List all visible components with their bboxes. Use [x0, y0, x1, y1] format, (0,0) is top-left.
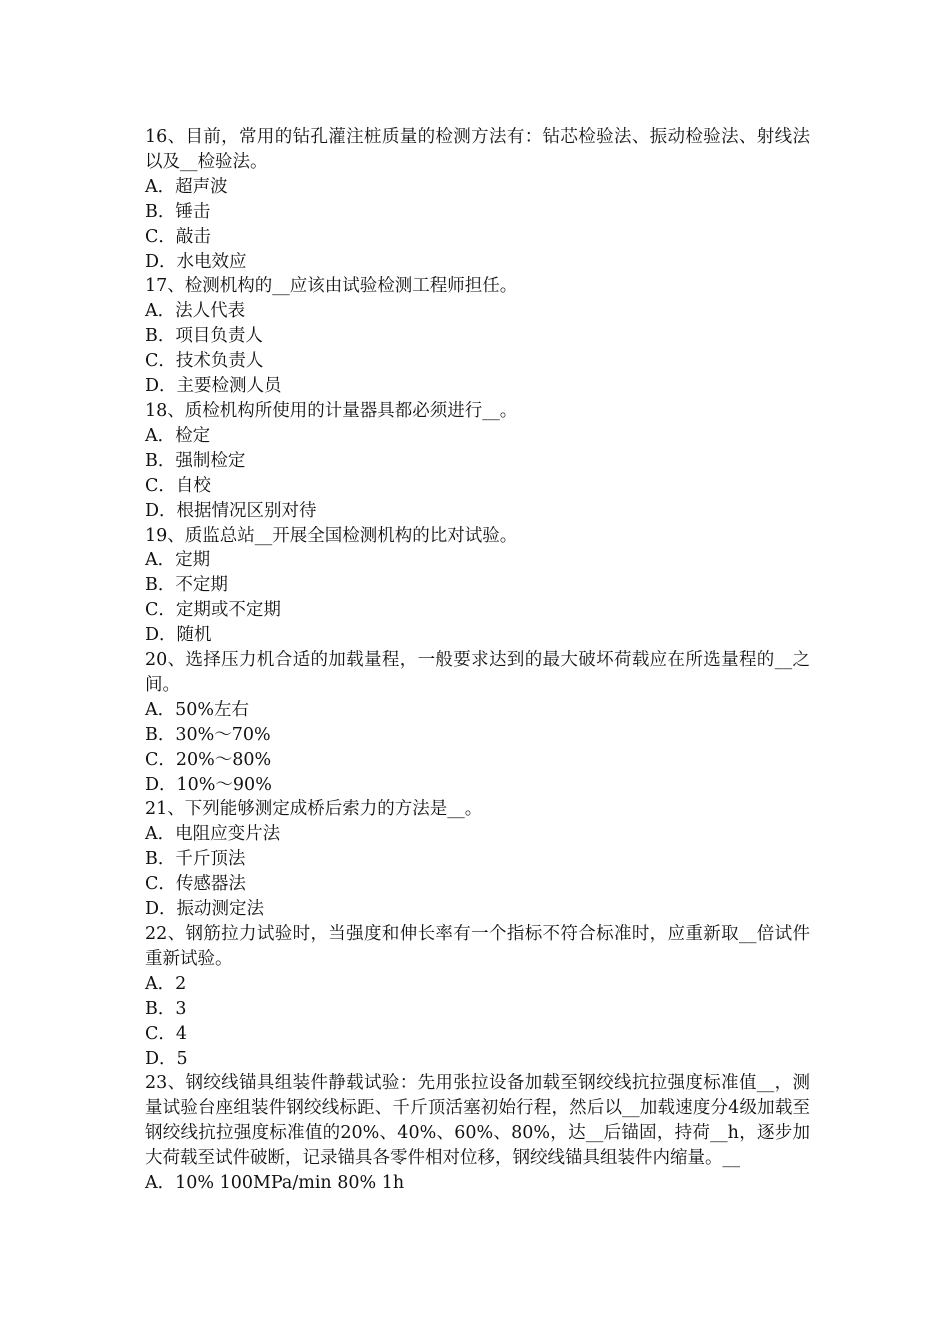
question-stem: 18、质检机构所使用的计量器具都必须进行__。 [145, 400, 518, 421]
option-d: D．振动测定法 [145, 899, 265, 920]
option-d: D．10%～90% [145, 774, 272, 795]
option-b: B．3 [145, 998, 187, 1019]
option-a: A．50%左右 [145, 699, 250, 720]
question-17 [145, 274, 810, 399]
option-b: B．30%～70% [145, 724, 271, 745]
option-c: C．20%～80% [145, 749, 272, 770]
option-a: A．检定 [145, 425, 211, 446]
option-c: C．4 [145, 1023, 188, 1044]
option-c: C．定期或不定期 [145, 600, 281, 621]
option-b: B．千斤顶法 [145, 849, 246, 870]
option-b: B．强制检定 [145, 450, 246, 471]
option-d: D．5 [145, 1048, 188, 1069]
option-b: B．项目负责人 [145, 326, 263, 347]
question-stem: 21、下列能够测定成桥后索力的方法是__。 [145, 799, 483, 820]
question-21 [145, 797, 810, 922]
question-20 [145, 648, 810, 797]
option-a: A．定期 [145, 550, 211, 571]
option-b: B．不定期 [145, 575, 228, 596]
option-d: D．随机 [145, 625, 212, 646]
option-c: C．传感器法 [145, 874, 246, 895]
question-stem: 17、检测机构的__应该由试验检测工程师担任。 [145, 276, 518, 297]
question-stem: 23、钢绞线锚具组装件静载试验：先用张拉设备加载至钢绞线抗拉强度标准值__，测量试验台座组装件钢绞线标距、千斤顶活塞初始行程，然后以__加载速度分4级加载至钢绞线抗拉强度标准值的20%、40%、60%、80%，达__后锚固，持荷__h，逐步加大荷载至试件破断，记录锚具各零件相对位移，钢绞线锚具组装件内缩量。__ [145, 1073, 810, 1169]
question-stem: 19、质监总站__开展全国检测机构的比对试验。 [145, 525, 518, 546]
question-stem: 16、目前，常用的钻孔灌注桩质量的检测方法有：钻芯检验法、振动检验法、射线法以及__检验法。 [145, 127, 810, 172]
option-d: D．根据情况区别对待 [145, 500, 317, 521]
option-c: C．敲击 [145, 226, 211, 247]
question-16 [145, 125, 810, 274]
option-c: C．自校 [145, 475, 211, 496]
question-19 [145, 524, 810, 649]
option-c: C．技术负责人 [145, 351, 264, 372]
question-18 [145, 399, 810, 524]
document-page [145, 125, 810, 1196]
question-23 [145, 1071, 810, 1196]
question-stem: 20、选择压力机合适的加载量程，一般要求达到的最大破坏荷载应在所选量程的__之间。 [145, 650, 810, 695]
option-d: D．水电效应 [145, 251, 247, 272]
option-b: B．锤击 [145, 201, 211, 222]
option-a: A．10% 100MPa/min 80% 1h [145, 1173, 405, 1194]
option-a: A．法人代表 [145, 301, 246, 322]
option-a: A．超声波 [145, 176, 228, 197]
question-stem: 22、钢筋拉力试验时，当强度和伸长率有一个指标不符合标准时，应重新取__倍试件重新试验。 [145, 924, 810, 969]
question-22 [145, 922, 810, 1071]
option-a: A．2 [145, 973, 187, 994]
option-d: D．主要检测人员 [145, 376, 282, 397]
option-a: A．电阻应变片法 [145, 824, 281, 845]
